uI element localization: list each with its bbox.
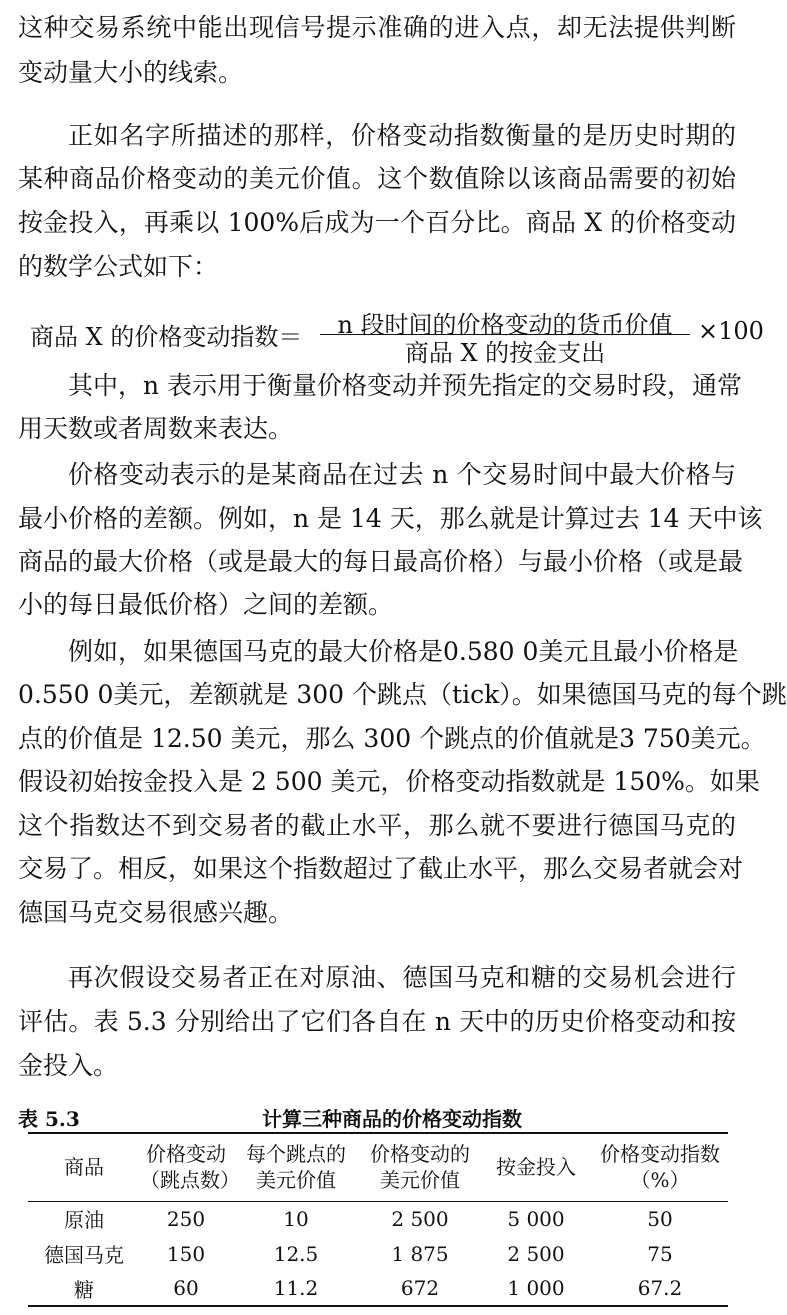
table-cell: 10	[283, 1206, 309, 1231]
text-line: 按金投入，再乘以 100%后成为一个百分比。商品 X 的价格变动	[18, 208, 736, 237]
column-header-price-move-dollars: 价格变动的 美元价值	[360, 1133, 480, 1201]
text-line: 点的价值是 12.50 美元，那么 300 个跳点的价值就是3 750美元。	[18, 724, 766, 753]
text-line: 价格变动表示的是某商品在过去 n 个交易时间中最大价格与	[68, 460, 736, 489]
formula-multiplier: ×100	[698, 317, 764, 345]
column-header-price-movement-index: 价格变动指数 （%）	[592, 1133, 728, 1201]
text-line: 变动量大小的线索。	[18, 58, 244, 87]
table-cell: 672	[360, 1271, 480, 1306]
table-row	[28, 1201, 728, 1236]
text-line: 正如名字所描述的那样，价格变动指数衡量的是历史时期的	[68, 121, 736, 150]
text-line: 金投入。	[18, 1051, 119, 1080]
table-cell: 12.5	[273, 1241, 319, 1266]
table-cell: 60	[140, 1271, 232, 1306]
table-cell: 5 000	[507, 1206, 565, 1231]
table-cell: 1 000	[480, 1271, 592, 1306]
price-movement-index-formula	[30, 307, 764, 367]
text-line: 再次假设交易者正在对原油、德国马克和糖的交易机会进行	[68, 963, 736, 992]
table-cell: 1 875	[391, 1241, 449, 1266]
table-title: 计算三种商品的价格变动指数	[262, 1107, 522, 1131]
table-number: 表 5.3	[18, 1107, 80, 1131]
text-line: 例如，如果德国马克的最大价格是0.580 0美元且最小价格是	[68, 637, 739, 666]
formula-lhs: 商品 X 的价格变动指数＝	[30, 323, 303, 351]
table-cell: 67.2	[592, 1271, 728, 1306]
text-line: 某种商品价格变动的美元价值。这个数值除以该商品需要的初始	[18, 164, 736, 193]
text-line: 德国马克交易很感兴趣。	[18, 898, 294, 927]
column-header-commodity: 商品	[28, 1133, 140, 1201]
text-line: 假设初始按金投入是 2 500 美元，价格变动指数就是 150%。如果	[18, 767, 760, 796]
text-line: 评估。表 5.3 分别给出了它们各自在 n 天中的历史价格变动和按	[18, 1007, 736, 1036]
table-row	[28, 1271, 728, 1306]
table-cell: 2 500	[391, 1206, 449, 1231]
table-header-row	[28, 1133, 728, 1201]
text-line: 最小价格的差额。例如，n 是 14 天，那么就是计算过去 14 天中该	[18, 504, 763, 533]
table-cell: 150	[166, 1241, 206, 1266]
price-movement-index-table	[28, 1132, 728, 1307]
table-row	[28, 1236, 728, 1271]
text-line: 用天数或者周数来表达。	[18, 414, 294, 443]
table-cell: 50	[647, 1206, 673, 1231]
table-cell: 原油	[64, 1208, 104, 1233]
text-line: 小的每日最低价格）之间的差额。	[18, 590, 394, 619]
table-cell: 2 500	[507, 1241, 565, 1266]
column-header-price-move-ticks: 价格变动 （跳点数）	[140, 1133, 232, 1201]
text-line: 这种交易系统中能出现信号提示准确的进入点，却无法提供判断	[18, 13, 736, 42]
text-line: 这个指数达不到交易者的截止水平，那么就不要进行德国马克的	[18, 811, 736, 840]
text-line: 0.550 0美元，差额就是 300 个跳点（tick）。如果德国马克的每个跳	[18, 680, 787, 709]
table-cell: 11.2	[232, 1271, 360, 1306]
formula-numerator: n 段时间的价格变动的货币价值	[337, 311, 673, 339]
table-cell: 糖	[28, 1271, 140, 1306]
text-line: 的数学公式如下：	[18, 252, 219, 281]
table-cell: 75	[647, 1241, 673, 1266]
table-cell: 德国马克	[44, 1243, 124, 1267]
text-line: 商品的最大价格（或是最大的每日最高价格）与最小价格（或是最	[18, 547, 744, 576]
column-header-margin: 按金投入	[480, 1133, 592, 1201]
column-header-dollar-per-tick: 每个跳点的 美元价值	[232, 1133, 360, 1201]
formula-denominator: 商品 X 的按金支出	[404, 339, 606, 367]
text-line: 交易了。相反，如果这个指数超过了截止水平，那么交易者就会对	[18, 854, 744, 883]
text-line: 其中，n 表示用于衡量价格变动并预先指定的交易时段，通常	[68, 371, 743, 400]
table-cell: 250	[166, 1206, 206, 1231]
